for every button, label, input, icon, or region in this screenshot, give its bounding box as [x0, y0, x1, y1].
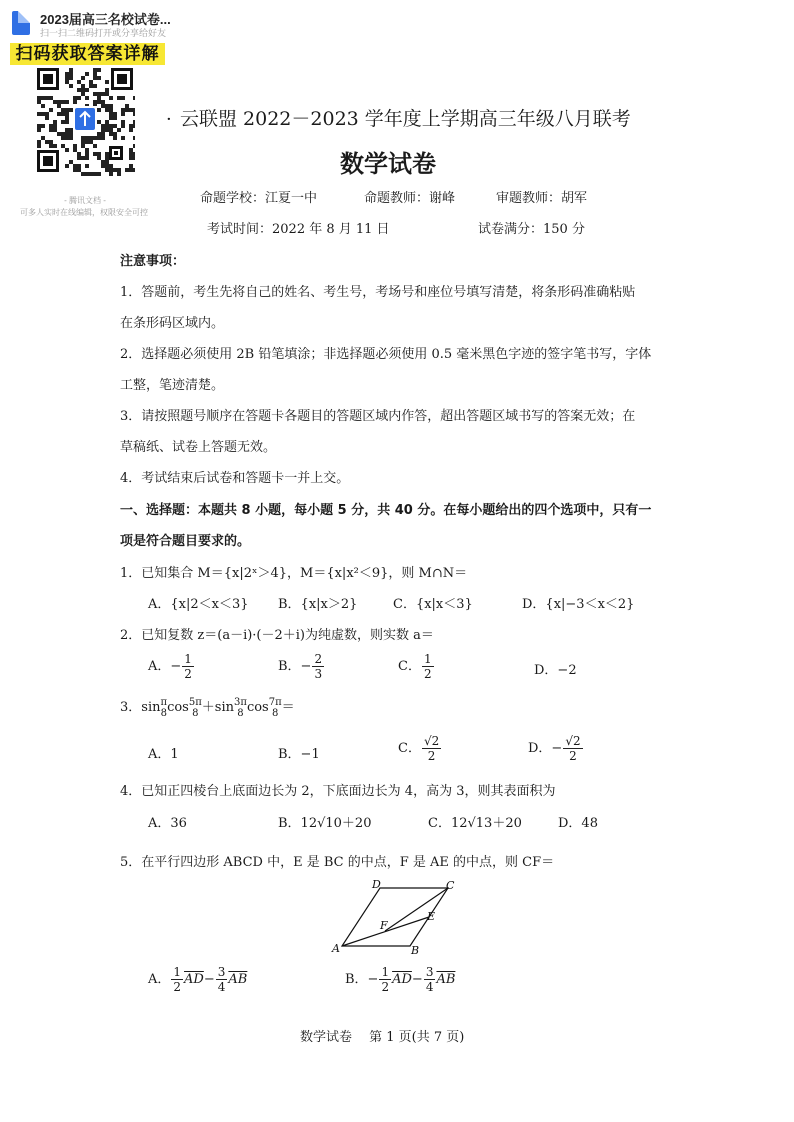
frac-3pi-8: [234, 697, 247, 719]
q2-option-a-fraction: [182, 652, 194, 681]
numerator: π: [160, 696, 168, 708]
vector-ab: $\overline{AB}$: [228, 972, 248, 987]
cos-1: cos: [167, 700, 189, 715]
minus: −: [411, 972, 423, 987]
label-f: F: [380, 919, 388, 932]
plus: ＋: [201, 700, 215, 715]
vector-ad: $\overline{AD}$: [184, 972, 204, 987]
exam-setter: 命题教师：谢峰: [364, 191, 456, 206]
q2-option-b-fraction: [312, 652, 324, 681]
numerator: 1: [173, 965, 182, 979]
label-d: D: [372, 878, 381, 891]
notes-heading: 注意事项：: [120, 254, 186, 269]
q4-option-c: C．12√13＋20: [428, 816, 522, 831]
q3-option-c-label: C．: [398, 741, 421, 756]
numerator: 5π: [188, 696, 202, 708]
q3-option-a: A．1: [148, 747, 179, 762]
q1-option-c: C．{x|x＜3}: [393, 597, 473, 612]
q3-option-d-label: D．−: [528, 741, 563, 756]
share-hint: 扫一扫二维码打开或分享给好友: [40, 28, 167, 38]
section-heading: 一、选择题：本题共 8 小题，每小题 5 分，共 40 分。在每小题给出的四个选项中，只有一: [120, 503, 652, 518]
q4-option-a: A．36: [148, 816, 187, 831]
fraction: [171, 965, 183, 994]
denominator: 8: [272, 707, 279, 719]
parallelogram-figure: [320, 876, 470, 956]
frac-7pi-8: [269, 697, 282, 719]
q5-option-a: [148, 965, 247, 994]
sin-1: sin: [141, 700, 161, 715]
fraction: [379, 965, 391, 994]
q1-option-b: B．{x|x＞2}: [278, 597, 358, 612]
q2-option-a-label: A．−: [148, 659, 182, 674]
q2-option-b-label: B．−: [278, 659, 312, 674]
q2-option-d: D．−2: [534, 663, 577, 678]
minus: −: [203, 972, 215, 987]
vector-ad: $\overline{AD}$: [392, 972, 412, 987]
numerator: 1: [184, 652, 192, 666]
q3-option-d: [528, 734, 584, 763]
label-e: E: [427, 910, 436, 923]
numerator: 3: [425, 965, 434, 979]
question-4: 4．已知正四棱台上底面边长为 2，下底面边长为 4，高为 3，则其表面积为: [120, 784, 556, 799]
note-2-cont: 工整，笔迹清楚。: [120, 378, 225, 393]
q2-option-b: [278, 652, 325, 681]
denominator: 3: [314, 667, 323, 681]
q4-option-d: D．48: [558, 816, 598, 831]
q1-option-a: A．{x|2＜x＜3}: [148, 597, 249, 612]
note-1: 1．答题前，考生先将自己的姓名、考生号，考场号和座位号填写清楚，将条形码准确粘贴: [120, 285, 636, 300]
document-icon: [12, 11, 30, 35]
q4-option-b: B．12√10＋20: [278, 816, 372, 831]
denominator: 4: [217, 980, 226, 994]
q5-option-a-label: A．: [148, 972, 171, 987]
qr-caption: - 腾讯文档 -: [64, 196, 106, 205]
note-3-cont: 草稿纸、试卷上答题无效。: [120, 440, 277, 455]
denominator: 2: [423, 667, 432, 681]
denominator: 2: [569, 749, 577, 763]
label-b: B: [411, 944, 420, 956]
sin-2: sin: [214, 700, 234, 715]
denominator: 8: [237, 707, 244, 719]
denominator: 8: [160, 707, 167, 719]
question-3: [120, 696, 295, 719]
numerator: 1: [423, 652, 432, 666]
exam-time: 考试时间：2022 年 8 月 11 日: [207, 222, 390, 237]
exam-school: 命题学校：江夏一中: [200, 191, 318, 206]
exam-title: 云联盟 2022－2023 学年度上学期高三年级八月联考: [180, 108, 631, 130]
frac-5pi-8: [189, 697, 202, 719]
exam-reviewer: 审题教师：胡军: [496, 191, 588, 206]
note-3: 3．请按照题号顺序在答题卡各题目的答题区域内作答，超出答题区域书写的答案无效；在: [120, 409, 636, 424]
equals: ＝: [281, 700, 295, 715]
vector-ab: $\overline{AB}$: [436, 972, 456, 987]
qr-code: [35, 66, 135, 176]
denominator: 8: [192, 707, 199, 719]
question-2: 2．已知复数 z＝(a－i)·(－2＋i)为纯虚数，则实数 a＝: [120, 628, 434, 643]
numerator: 1: [381, 965, 390, 979]
q2-option-a: [148, 652, 195, 681]
exam-score: 试卷满分：150 分: [478, 222, 585, 237]
numerator: 2: [314, 652, 323, 666]
label-c: C: [446, 879, 455, 892]
q3-option-d-fraction: [563, 734, 582, 763]
numerator: 3π: [234, 696, 247, 708]
q2-option-c: [398, 652, 435, 681]
numerator: √2: [423, 734, 440, 748]
question-5: 5．在平行四边形 ABCD 中，E 是 BC 的中点，F 是 AE 的中点，则 CF＝: [120, 855, 555, 870]
denominator: 2: [173, 980, 182, 994]
q3-option-c: [398, 734, 442, 763]
q3-label: 3．: [120, 700, 142, 715]
q3-option-c-fraction: [422, 734, 441, 763]
denominator: 2: [427, 749, 436, 763]
cos-2: cos: [246, 700, 269, 715]
q2-option-c-label: C．: [398, 659, 421, 674]
document-title[interactable]: 2023届高三名校试卷...: [40, 12, 171, 27]
section-heading-cont: 项是符合题目要求的。: [120, 534, 251, 549]
question-1: 1．已知集合 M＝{x|2ˣ＞4}，M＝{x|x²＜9}，则 M∩N＝: [120, 566, 468, 581]
q3-option-b: B．−1: [278, 747, 320, 762]
page-footer: 数学试卷 第 1 页(共 7 页): [300, 1030, 465, 1045]
q2-option-c-fraction: [422, 652, 434, 681]
exam-subject: 数学试卷: [340, 149, 436, 178]
numerator: 3: [217, 965, 226, 979]
numerator: √2: [565, 734, 581, 748]
segment-cf: [385, 888, 448, 931]
label-a: A: [332, 942, 340, 955]
q1-option-d: D．{x|−3＜x＜2}: [522, 597, 635, 612]
title-dot: ·: [166, 109, 172, 130]
denominator: 2: [381, 980, 390, 994]
fraction: [424, 965, 436, 994]
note-2: 2．选择题必须使用 2B 铅笔填涂；非选择题必须使用 0.5 毫米黑色字迹的签字笔书写，字体: [120, 347, 652, 362]
answer-banner: 扫码获取答案详解: [10, 43, 165, 65]
note-4: 4．考试结束后试卷和答题卡一并上交。: [120, 471, 350, 486]
denominator: 2: [184, 667, 192, 681]
qr-caption-detail: 可多人实时在线编辑，权限安全可控: [20, 208, 148, 217]
q5-option-b: [345, 965, 455, 994]
numerator: 7π: [268, 696, 282, 708]
fraction: [216, 965, 228, 994]
note-1-cont: 在条形码区域内。: [120, 316, 225, 331]
q5-option-b-label: B．−: [345, 972, 379, 987]
denominator: 4: [425, 980, 434, 994]
